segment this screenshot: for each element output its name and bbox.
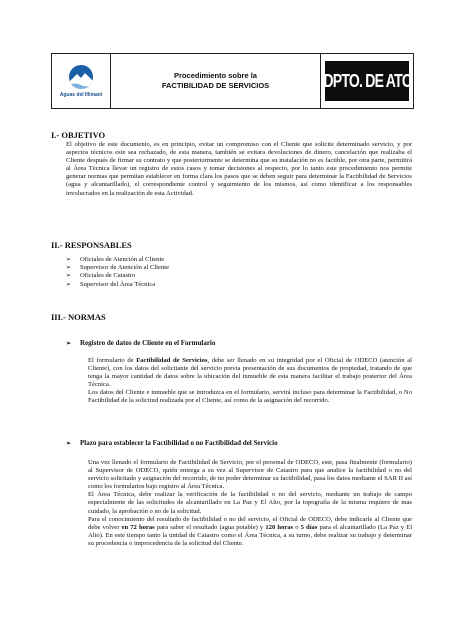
section-normas-title: III.- NORMAS bbox=[51, 312, 106, 322]
registro-heading-text: Registro de datos de Cliente en el Formulario bbox=[80, 339, 216, 347]
objetivo-paragraph: El objetivo de este documento, es en principio, evitar un compromiso con el Cliente que solicite determinado servicio, y por aspectos técnicos este sea rechazado, de esta manera, también se evitara devoluciones de dinero, cancelación que realizaba el Cliente después de firmar su contrato y que posteriormente se determina que su instalación no es factible, por otra parte, permitirá al Área Técnica llevar un registro de estos casos y tomar decisiones al respecto, por lo tanto este procedimiento nos permite generar normas que permitan establecer en forma clara los pasos que se deben seguir para determinar la Factibilidad de Servicios (agua y alcantarillado), el correspondiente control y seguimiento de los mismos, así como identificar a los responsables involucrados en la realización de esta Actividad. bbox=[66, 141, 412, 197]
plazo-paragraph-2: El Área Técnica, debe realizar la verificación de la factibilidad o no del servicio, mediante un trabajo de campo especialmente de las solicitudes de alcantarillado en La Paz y El Alto, por la topografía de la misma requiere de mas cuidado, la aprobación o no de la solicitud. bbox=[88, 491, 412, 515]
plazo-heading-text: Plazo para establecer la Factibilidad o no Factibilidad del Servicio bbox=[80, 439, 278, 447]
document-header bbox=[51, 53, 414, 109]
list-item: ➢ Supervisor de Atención al Cliente bbox=[66, 264, 169, 272]
registro-paragraph-2: Los datos del Cliente e inmueble que se introduzca en el formulario, servirá incluso para determinar la Factibilidad, o No Factibilidad de la solicitud realizada por el Cliente, así como de la asignación del recorrido. bbox=[88, 389, 412, 405]
plazo-paragraph-1: Una vez llenado el formulario de Factibilidad de Servicio, por el personal de ODECO, este, pasa finalmente (formulario) al Supervisor de ODECO, quién entrega a su vez al Supervisor de Catastro para que analice la factibilidad o no del servicio solicitado y asignación del recorrido, de no poder determinar su factibilidad, pasa los datos mediante el SAR II así como los formularios bajo registro al Área Técnica. bbox=[88, 459, 412, 491]
document-title bbox=[111, 54, 320, 108]
arrow-bullet-icon: ➢ bbox=[66, 265, 72, 272]
title-line-1: Procedimiento sobre la bbox=[174, 71, 257, 80]
registro-text bbox=[88, 357, 412, 406]
plazo-paragraph-3: Para el conocimiento del resultado de factibilidad o no del servicio, el Oficial de ODECO, debe indicarle al Cliente que debe volver en 72 horas para saber el resultado (agua potable) y 120 horas o 5 días para el alcantarillado (La Paz y El Alto). En este tiempo tanto la unidad de Catastro como el Área Técnica, a su turno, debe realizar su trabajo y determinar su procedencia o improcedencia de la solicitud del Cliente. bbox=[88, 515, 413, 547]
arrow-bullet-icon: ➢ bbox=[66, 440, 72, 447]
list-item: ➢ Supervisor del Área Técnica bbox=[66, 280, 156, 288]
section-objetivo-title: I.- OBJETIVO bbox=[51, 130, 106, 140]
plazo-heading bbox=[66, 439, 278, 447]
list-item: ➢ Oficiales de Catastro bbox=[66, 272, 136, 280]
department-badge bbox=[325, 61, 409, 101]
objetivo-text bbox=[66, 141, 412, 198]
responsables-list bbox=[66, 256, 169, 289]
title-line-2: FACTIBILIDAD DE SERVICIOS bbox=[161, 81, 270, 90]
department-label: DPTO. DE ATC bbox=[323, 70, 411, 91]
plazo-text bbox=[88, 459, 412, 548]
list-item: ➢ Oficiales de Atención al Cliente bbox=[66, 256, 165, 263]
registro-heading bbox=[66, 339, 215, 347]
water-drop-logo-icon bbox=[69, 65, 93, 89]
logo bbox=[52, 54, 111, 108]
arrow-bullet-icon: ➢ bbox=[66, 273, 72, 280]
logo-text: Aguas del Illimani bbox=[59, 91, 103, 98]
section-responsables-title: II.- RESPONSABLES bbox=[51, 240, 132, 250]
arrow-bullet-icon: ➢ bbox=[66, 257, 72, 263]
arrow-bullet-icon: ➢ bbox=[66, 281, 72, 288]
department-cell bbox=[320, 54, 413, 108]
arrow-bullet-icon: ➢ bbox=[66, 340, 72, 347]
registro-paragraph-1: El formulario de Factibilidad de Servicios, debe ser llenado en su integridad por el Oficial de ODECO (atención al Cliente), con los datos del solicitante del servicio previa presentación de sus documentos de propiedad, tratando de que tenga la mayor cantidad de datos sobre la ubicación del inmueble de esta manera facilitar el trabajo posterior del Área Técnica. bbox=[88, 357, 412, 389]
